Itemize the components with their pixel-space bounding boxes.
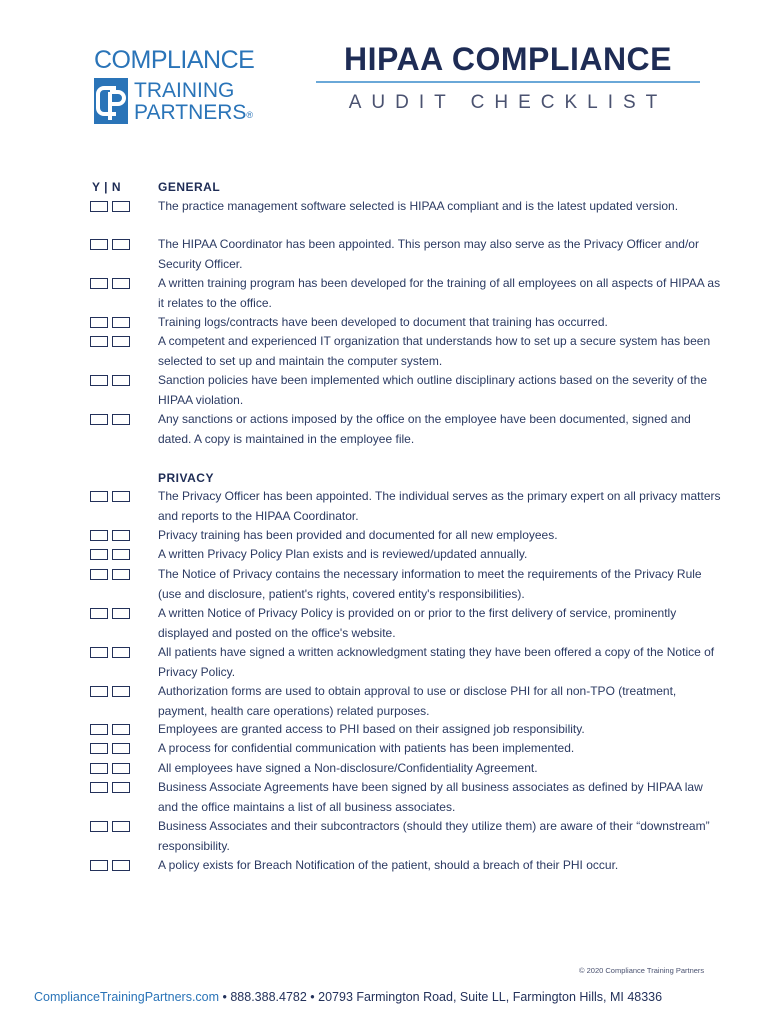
yes-checkbox[interactable] [90,763,108,774]
yes-checkbox[interactable] [90,860,108,871]
title-divider [316,81,700,83]
yes-no-column-header: Y | N [92,180,121,194]
checklist-item-text: A policy exists for Breach Notification of the patient, should a breach of their PHI occur. [158,858,619,872]
checklist-item-text: A process for confidential communication with patients has been implemented. [158,741,575,755]
checklist-item-text: The Notice of Privacy contains the necessary information to meet the requirements of the Privacy Rule (use and disclosure, patient's rights, covered entity's responsibilities). [158,567,702,601]
yes-checkbox[interactable] [90,743,108,754]
no-checkbox[interactable] [112,278,130,289]
no-checkbox[interactable] [112,763,130,774]
yes-checkbox[interactable] [90,336,108,347]
checklist-item-text: All patients have signed a written acknowledgment stating they have been offered a copy of the Notice of Privacy Policy. [158,645,715,679]
section-heading-privacy: PRIVACY [158,471,214,485]
no-checkbox[interactable] [112,782,130,793]
yes-checkbox[interactable] [90,569,108,580]
yes-checkbox[interactable] [90,530,108,541]
no-checkbox[interactable] [112,317,130,328]
checklist-item-text: Privacy training has been provided and documented for all new employees. [158,528,558,542]
no-checkbox[interactable] [112,569,130,580]
no-checkbox[interactable] [112,201,130,212]
no-checkbox[interactable] [112,375,130,386]
logo-text-partners: PARTNERS® [134,101,254,124]
yes-checkbox[interactable] [90,317,108,328]
yes-checkbox[interactable] [90,821,108,832]
company-logo [94,46,294,128]
section-heading-general: GENERAL [158,180,221,194]
yes-checkbox[interactable] [90,239,108,250]
checklist-item-text: The HIPAA Coordinator has been appointed. This person may also serve as the Privacy Officer and/or Security Officer. [158,237,699,271]
yes-checkbox[interactable] [90,201,108,212]
checklist-item-text: Authorization forms are used to obtain approval to use or disclose PHI for all non-TPO (treatment, payment, health care operations) related purposes. [158,684,677,718]
copyright-notice: © 2020 Compliance Training Partners [579,966,705,975]
yes-checkbox[interactable] [90,647,108,658]
no-checkbox[interactable] [112,647,130,658]
yes-checkbox[interactable] [90,414,108,425]
checklist-item-text: Business Associate Agreements have been signed by all business associates as defined by HIPAA law and the office maintains a list of all business associates. [158,780,703,814]
no-checkbox[interactable] [112,686,130,697]
logo-cp-icon [94,78,128,124]
yes-checkbox[interactable] [90,278,108,289]
checklist-item-text: A written Notice of Privacy Policy is provided on or prior to the first delivery of service, prominently displayed and posted on the office's website. [158,606,677,640]
yes-checkbox[interactable] [90,549,108,560]
yes-checkbox[interactable] [90,724,108,735]
page-footer [34,990,662,1004]
yes-checkbox[interactable] [90,375,108,386]
no-checkbox[interactable] [112,821,130,832]
trademark-symbol: ® [246,110,254,120]
checklist-item-text: Training logs/contracts have been developed to document that training has occurred. [158,315,608,329]
no-checkbox[interactable] [112,414,130,425]
checklist-item-text: Sanction policies have been implemented which outline disciplinary actions based on the severity of the HIPAA violation. [158,373,707,407]
no-checkbox[interactable] [112,239,130,250]
yes-checkbox[interactable] [90,491,108,502]
checklist-item-text: Any sanctions or actions imposed by the office on the employee have been documented, signed and dated. A copy is maintained in the employee file. [158,412,691,446]
checklist-item-text: A written Privacy Policy Plan exists and is reviewed/updated annually. [158,547,528,561]
no-checkbox[interactable] [112,860,130,871]
checklist-item-text: Employees are granted access to PHI based on their assigned job responsibility. [158,722,585,736]
no-checkbox[interactable] [112,530,130,541]
checklist-item-text: Business Associates and their subcontractors (should they utilize them) are aware of their “downstream” responsibility. [158,819,710,853]
yes-checkbox[interactable] [90,686,108,697]
checklist-item-text: The practice management software selected is HIPAA compliant and is the latest updated version. [158,199,679,213]
no-checkbox[interactable] [112,608,130,619]
logo-text-compliance: COMPLIANCE [94,46,255,74]
checklist-item-text: The Privacy Officer has been appointed. The individual serves as the primary expert on all privacy matters and reports to the HIPAA Coordinator. [158,489,721,523]
yes-checkbox[interactable] [90,608,108,619]
checklist-item-text: A competent and experienced IT organization that understands how to set up a secure system has been selected to set up and maintain the computer system. [158,334,711,368]
no-checkbox[interactable] [112,743,130,754]
logo-text-training: TRAINING [134,79,235,102]
page-subtitle: AUDIT CHECKLIST [348,92,668,113]
checklist-item-text: All employees have signed a Non-disclosure/Confidentiality Agreement. [158,761,538,775]
no-checkbox[interactable] [112,549,130,560]
website-link[interactable]: ComplianceTrainingPartners.com [34,990,220,1004]
yes-checkbox[interactable] [90,782,108,793]
no-checkbox[interactable] [112,336,130,347]
no-checkbox[interactable] [112,724,130,735]
page-title: HIPAA COMPLIANCE [344,41,672,77]
checklist-item-text: A written training program has been developed for the training of all employees on all aspects of HIPAA as it relates to the office. [158,276,721,310]
contact-info: • 888.388.4782 • 20793 Farmington Road, Suite LL, Farmington Hills, MI 48336 [219,990,663,1004]
no-checkbox[interactable] [112,491,130,502]
